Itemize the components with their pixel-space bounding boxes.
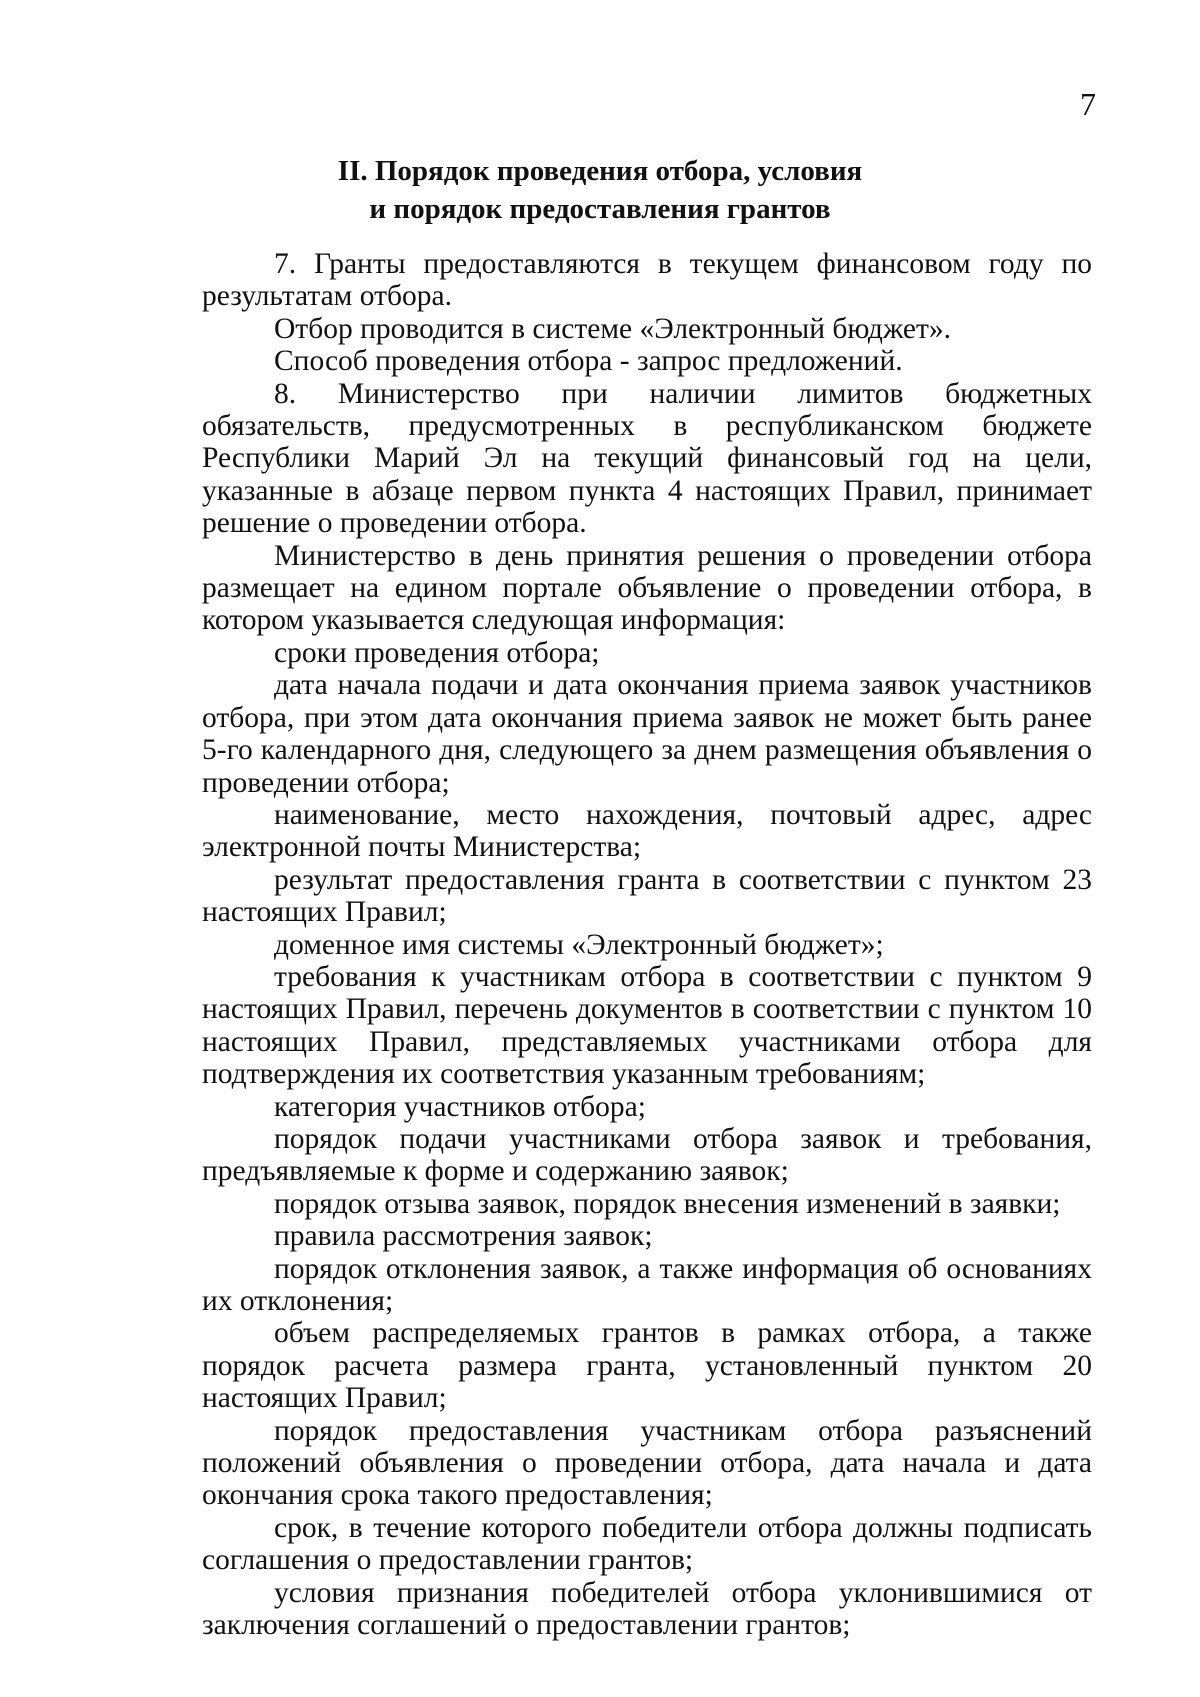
paragraph: правила рассмотрения заявок; <box>274 1220 653 1253</box>
paragraph: порядок отклонения заявок, а также информация об основаниях их отклонения; <box>202 1252 1092 1317</box>
paragraph: Способ проведения отбора - запрос предложений. <box>274 345 903 378</box>
paragraph: условия признания победителей отбора уклонившимися от заключения соглашений о предоставлении грантов; <box>202 1576 1092 1642</box>
page-number: 7 <box>1080 86 1096 122</box>
paragraph: сроки проведения отбора; <box>274 636 600 669</box>
document-body <box>202 248 1092 1641</box>
paragraph: 8. Министерство при наличии лимитов бюджетных обязательств, предусмотренных в республиканском бюджете Республики Марий Эл на текущий финансовый год на цели, указанные в абзаце первом пункта 4 настоящих Правил, принимает решение о проведении отбора. <box>202 377 1092 540</box>
paragraph: Министерство в день принятия решения о проведении отбора размещает на едином портале объявление о проведении отбора, в котором указывается следующая информация: <box>202 539 1092 637</box>
paragraph: доменное имя системы «Электронный бюджет»; <box>274 928 884 961</box>
paragraph: срок, в течение которого победители отбора должны подписать соглашения о предоставлении грантов; <box>202 1511 1092 1577</box>
section-heading-line-1: II. Порядок проведения отбора, условия <box>337 155 863 187</box>
section-heading <box>0 152 1200 228</box>
paragraph: дата начала подачи и дата окончания приема заявок участников отбора, при этом дата окончания приема заявок не может быть ранее 5-го календарного дня, следующего за днем размещения объявления о проведении отбора; <box>202 669 1092 799</box>
paragraph: 7. Гранты предоставляются в текущем финансовом году по результатам отбора. <box>202 248 1092 313</box>
paragraph: наименование, место нахождения, почтовый адрес, адрес электронной почты Министерства; <box>202 798 1092 864</box>
paragraph: требования к участникам отбора в соответствии с пунктом 9 настоящих Правил, перечень документов в соответствии с пунктом 10 настоящих Правил, представляемых участниками отбора для подтверждения их соответствия указанным требованиям; <box>202 960 1092 1091</box>
paragraph: категория участников отбора; <box>274 1090 646 1123</box>
paragraph: порядок предоставления участникам отбора разъяснений положений объявления о проведении отбора, дата начала и дата окончания срока такого предоставления; <box>202 1414 1092 1512</box>
paragraph: порядок отзыва заявок, порядок внесения изменений в заявки; <box>274 1187 1061 1220</box>
paragraph: результат предоставления гранта в соответствии с пунктом 23 настоящих Правил; <box>202 863 1092 929</box>
section-heading-line-2: и порядок предоставления грантов <box>369 193 831 225</box>
paragraph: порядок подачи участниками отбора заявок и требования, предъявляемые к форме и содержанию заявок; <box>202 1122 1092 1188</box>
paragraph: Отбор проводится в системе «Электронный бюджет». <box>274 312 952 345</box>
paragraph: объем распределяемых грантов в рамках отбора, а также порядок расчета размера гранта, установленный пунктом 20 настоящих Правил; <box>202 1317 1092 1415</box>
